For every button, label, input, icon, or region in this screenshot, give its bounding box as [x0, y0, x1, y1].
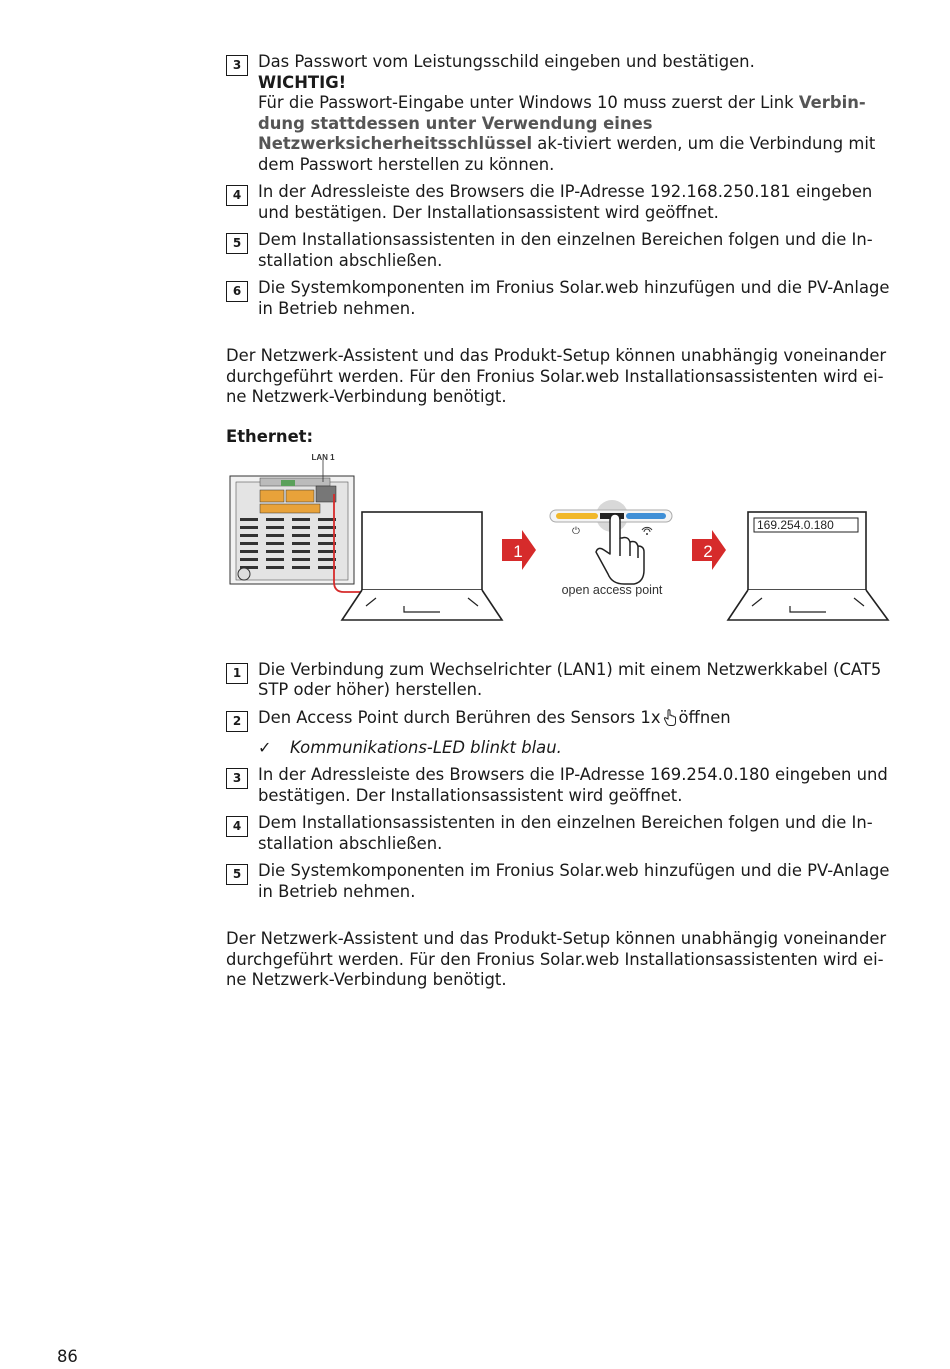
step-text: In der Adressleiste des Browsers die IP-Adresse 169.254.0.180 eingeben und bestätigen. Der Installationsassistent wird geöffnet. — [258, 765, 888, 805]
step-text: Dem Installationsassistenten in den einzelnen Bereichen folgen und die In-stallation abschließen. — [258, 813, 873, 853]
ethernet-setup-figure — [226, 452, 896, 638]
ip-address-text: 169.254.0.180 — [757, 517, 834, 532]
info-paragraph-2: Der Netzwerk-Assistent und das Produkt-Setup können unabhängig voneinander durchgeführt werden. Für den Fronius Solar.web Installationsassistenten wird ei-ne Netzwerk-Verbindung benötigt. — [226, 929, 887, 989]
step-number: 6 — [226, 281, 248, 302]
info-paragraph-1: Der Netzwerk-Assistent und das Produkt-Setup können unabhängig voneinander durchgeführt werden. Für den Fronius Solar.web Installationsassistenten wird ei-ne Netzwerk-Verbindung benötigt. — [226, 346, 887, 406]
step-text: Die Verbindung zum Wechselrichter (LAN1) mit einem Netzwerkkabel (CAT5 STP oder höher) herstellen. — [258, 659, 882, 699]
eth-step-1 — [226, 660, 896, 701]
lan-label: LAN 1 — [311, 452, 335, 462]
step-text: Die Systemkomponenten im Fronius Solar.web hinzufügen und die PV-Anlage in Betrieb nehmen. — [258, 861, 890, 901]
step-text: Dem Installationsassistenten in den einzelnen Bereichen folgen und die In-stallation abschließen. — [258, 230, 873, 270]
step-3-password — [226, 52, 896, 175]
step-number: 3 — [226, 55, 248, 76]
arrow-number-1: 1 — [513, 541, 523, 561]
inverter-device-illustration — [230, 453, 354, 584]
step-text: Das Passwort vom Leistungsschild eingeben und bestätigen. — [258, 52, 755, 71]
ethernet-diagram — [226, 452, 896, 638]
step-4-ip-address — [226, 182, 896, 223]
step-text: In der Adressleiste des Browsers die IP-Adresse 192.168.250.181 eingeben und bestätigen. Der Installationsassistent wird geöffnet. — [258, 182, 873, 222]
open-access-point-label: open access point — [561, 582, 663, 597]
step-number: 5 — [226, 864, 248, 885]
page-number: 86 — [57, 1347, 78, 1366]
step-number: 4 — [226, 185, 248, 206]
ethernet-heading: Ethernet: — [226, 426, 314, 446]
laptop-illustration-1 — [342, 512, 502, 620]
eth-step-5 — [226, 861, 896, 902]
eth-step-4 — [226, 813, 896, 854]
wifi-icon — [642, 527, 652, 532]
ethernet-steps — [226, 660, 896, 903]
step-text: Den Access Point durch Berühren des Sensors 1x — [258, 707, 661, 727]
important-note: Für die Passwort-Eingabe unter Windows 10 muss zuerst der Link Verbin-dung stattdessen unter Verwendung eines Netzwerksicherheitsschlüssel ak-tiviert werden, um die Verbindung mit dem Passwort herstellen zu können. — [258, 93, 876, 174]
eth-step-2: 2 Den Access Point durch Berühren des Sensors 1x öffnen — [226, 708, 896, 732]
step-number: 2 — [226, 711, 248, 732]
laptop-illustration-2 — [728, 512, 888, 620]
important-label: WICHTIG! — [258, 72, 347, 92]
step-text: Die Systemkomponenten im Fronius Solar.web hinzufügen und die PV-Anlage in Betrieb nehmen. — [258, 278, 890, 318]
arrow-step-2 — [692, 530, 726, 570]
arrow-number-2: 2 — [703, 541, 713, 561]
network-key-link[interactable]: Verbin-dung stattdessen unter Verwendung eines Netzwerksicherheitsschlüssel — [258, 93, 866, 153]
page-content — [226, 52, 896, 991]
checkmark-icon: ✓ — [258, 737, 272, 757]
step-number: 1 — [226, 663, 248, 684]
step-5-wizard — [226, 230, 896, 271]
check-result-text: Kommunikations-LED blinkt blau. — [290, 737, 562, 757]
step-number: 3 — [226, 768, 248, 789]
arrow-step-1 — [502, 530, 536, 570]
touch-sensor-icon — [663, 709, 677, 732]
step-6-solarweb — [226, 278, 896, 319]
step-number: 5 — [226, 233, 248, 254]
eth-step-3 — [226, 765, 896, 806]
step-number: 4 — [226, 816, 248, 837]
power-icon: ⏻ — [572, 525, 580, 537]
check-result — [258, 738, 896, 759]
